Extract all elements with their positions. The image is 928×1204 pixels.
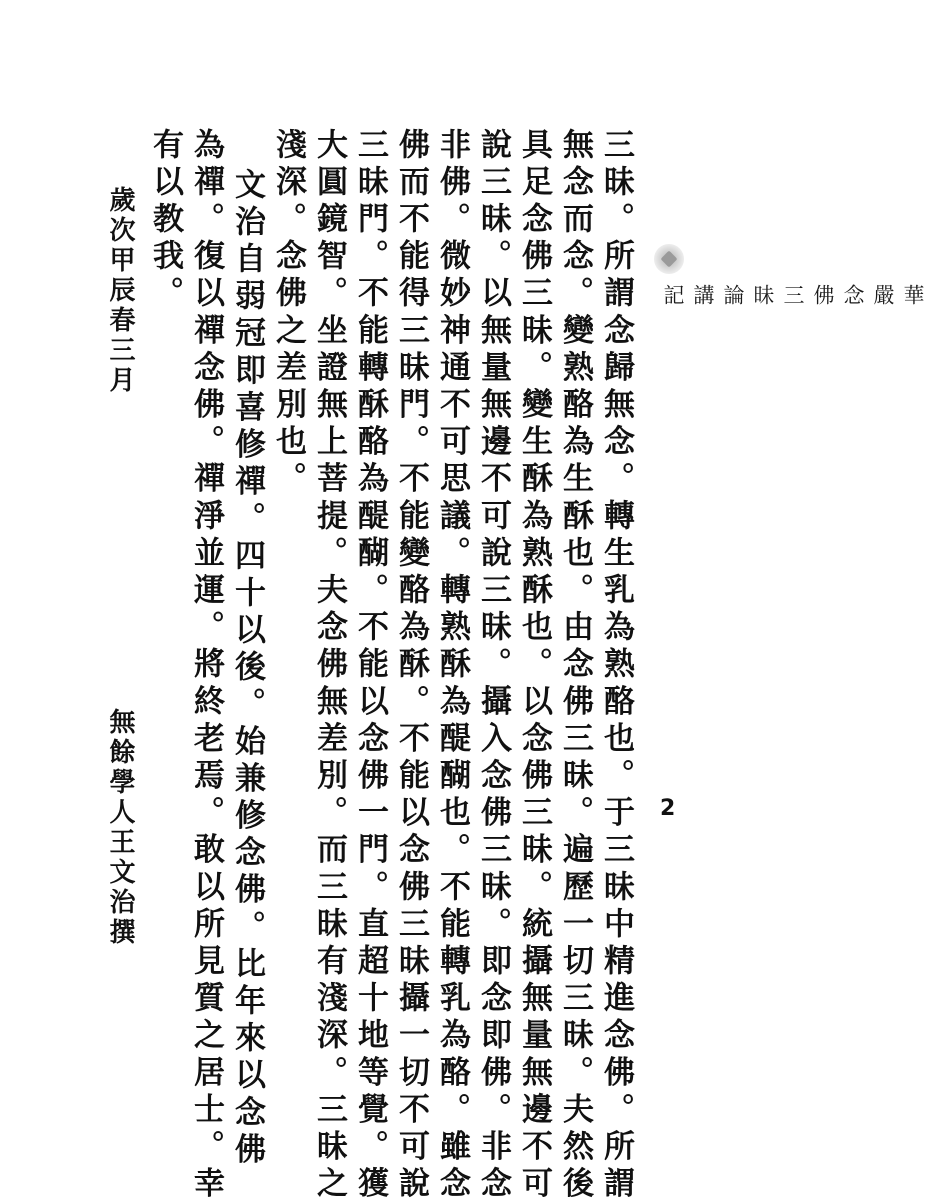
text-column-3: 具足念佛三昧。變生酥為熟酥也。以念佛三昧。統攝無量無邊不可 [516,128,552,1204]
text-column-8: 大圓鏡智。坐證無上菩提。夫念佛無差別。而三昧有淺深。三昧之 [311,128,347,1204]
text-column-10: 文治自弱冠即喜修禪。四十以後。始兼修念佛。比年來以念佛 [229,168,265,1170]
lotus-ornament-icon [654,244,684,274]
page-number: 2 [660,796,676,821]
text-column-6: 佛而不能得三昧門。不能變酪為酥。不能以念佛三昧攝一切不可說 [393,128,429,1204]
date-line: 歲次甲辰春三月 [105,186,135,396]
author-signature: 無餘學人王文治撰 [105,708,135,948]
text-column-2: 無念而念。變熟酪為生酥也。由念佛三昧。遍歷一切三昧。夫然後 [557,128,593,1204]
text-column-11: 為禪。復以禪念佛。禪淨並運。將終老焉。敢以所見質之居士。幸 [188,128,224,1204]
book-title: 華嚴念佛三昧論講記 [661,284,925,306]
text-column-12: 有以教我。 [147,128,183,314]
text-column-4: 說三昧。以無量無邊不可說三昧。攝入念佛三昧。即念即佛。非念 [475,128,511,1204]
text-column-5: 非佛。微妙神通不可思議。轉熟酥為醍醐也。不能轉乳為酪。雖念 [434,128,470,1204]
text-column-7: 三昧門。不能轉酥酪為醍醐。不能以念佛一門。直超十地等覺。獲 [352,128,388,1204]
text-column-9: 淺深。念佛之差別也。 [270,128,306,499]
text-column-1: 三昧。所謂念歸無念。轉生乳為熟酪也。于三昧中精進念佛。所謂 [598,128,634,1204]
